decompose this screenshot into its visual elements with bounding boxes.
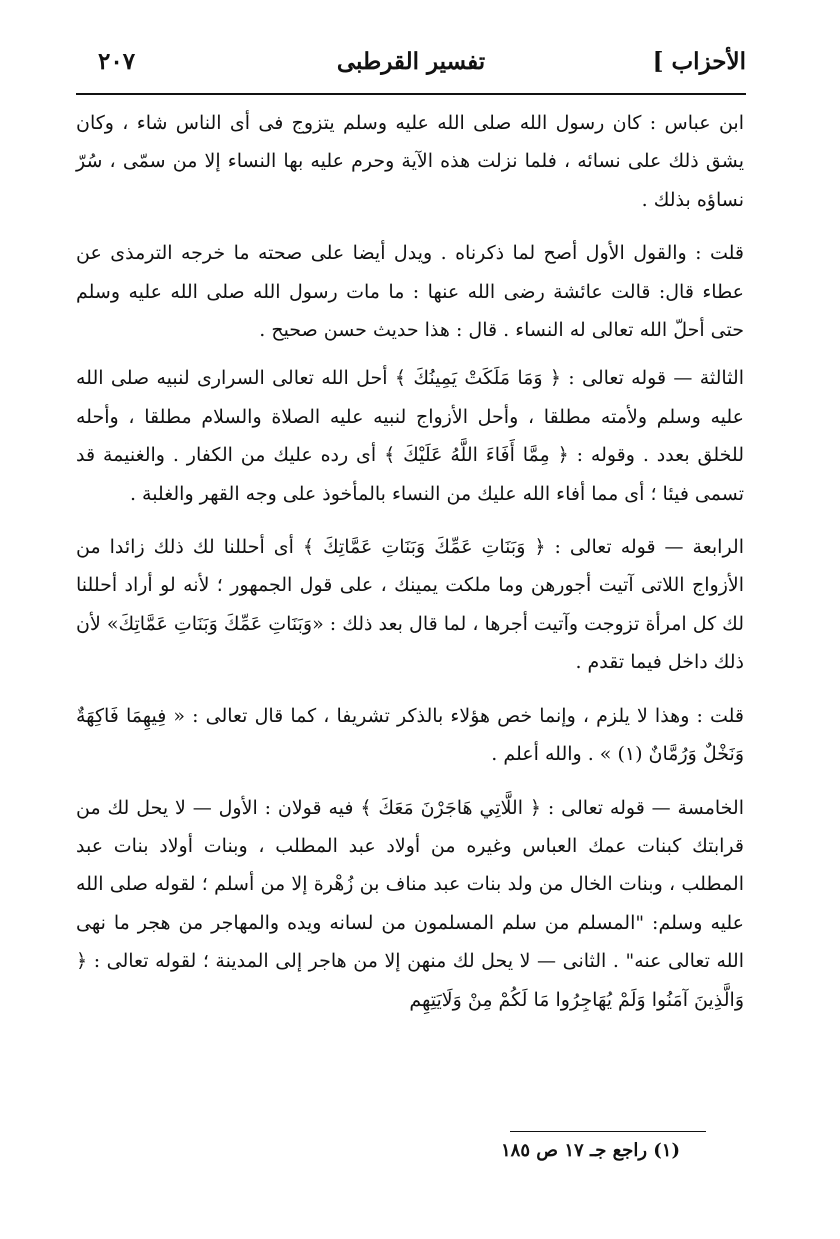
paragraph-fifth-issue: الخامسة — قوله تعالى : ﴿ اللَّاتِي هَاجَرْنَ مَعَكَ ﴾ فيه قولان : الأول — لا يحل لك من قرابتك كبنات عمك العباس وغيره من أولاد عبد المطلب ، وبنات أولاد بنات عبد المطلب ، وبنات الخال من ولد بنات عبد مناف بن زُهْرة إلا من أسلم ؛ لقوله صلى الله عليه وسلم: "المسلم من سلم المسلمون من لسانه ويده والمهاجر من هجر ما نهى الله تعالى عنه" . الثانى — لا يحل لك منهن إلا من هاجر إلى المدينة ؛ لقوله تعالى : ﴿ وَالَّذِينَ آمَنُوا وَلَمْ يُهَاجِرُوا مَا لَكُمْ مِنْ وَلَايَتِهِم: [76, 796, 744, 1011]
page-body: [76, 104, 744, 1019]
surah-name: الأحزاب ]: [652, 48, 746, 75]
header-rule: [76, 93, 746, 95]
paragraph-fourth-issue: الرابعة — قوله تعالى : ﴿ وَبَنَاتِ عَمِّكَ وَبَنَاتِ عَمَّاتِكَ ﴾ أى أحللنا لك ذلك زائدا من الأزواج اللاتى آتيت أجورهن وما ملكت يمينك ، على قول الجمهور ؛ لأنه لو أراد أحللنا لك كل امرأة تزوجت وآتيت أجرها ، لما قال بعد ذلك : «وَبَنَاتِ عَمِّكَ وَبَنَاتِ عَمَّاتِكَ» لأن ذلك داخل فيما تقدم .: [76, 536, 744, 674]
footnote-rule: [510, 1131, 706, 1132]
page-number: ٢٠٧: [98, 48, 136, 75]
paragraph-third-issue: الثالثة — قوله تعالى : ﴿ وَمَا مَلَكَتْ يَمِينُكَ ﴾ أحل الله تعالى السرارى لنبيه صلى الله عليه وسلم ولأمته مطلقا ، وأحل الأزواج لنبيه عليه الصلاة والسلام مطلقا ، وأحله للخلق بعدد . وقوله : ﴿ مِمَّا أَفَاءَ اللَّهُ عَلَيْكَ ﴾ أى رده عليك من الكفار . والغنيمة قد تسمى فيئا ؛ أى مما أفاء الله عليك من النساء بالمأخوذ على وجه القهر والغلبة .: [76, 367, 744, 505]
paragraph-ibn-abbas: ابن عباس : كان رسول الله صلى الله عليه وسلم يتزوج فى أى الناس شاء ، وكان يشق ذلك على نسائه ، فلما نزلت هذه الآية وحرم عليه بها النساء إلا من سمّى ، سُرّ نساؤه بذلك .: [76, 112, 744, 211]
paragraph-qultu-1: قلت : والقول الأول أصح لما ذكرناه . ويدل أيضا على صحته ما خرجه الترمذى عن عطاء قال: قالت عائشة رضى الله عنها : ما مات رسول الله صلى الله عليه وسلم حتى أحلّ الله تعالى له النساء . قال : هذا حديث حسن صحيح .: [76, 242, 744, 342]
book-title: تفسير القرطبى: [336, 48, 486, 75]
paragraph-qultu-2: قلت : وهذا لا يلزم ، وإنما خص هؤلاء بالذكر تشريفا ، كما قال تعالى : « فِيهِمَا فَاكِهَةٌ وَنَخْلٌ وَرُمَّانٌ (١) » . والله أعلم .: [76, 704, 744, 766]
footnote: (١) راجع جـ ١٧ ص ١٨٥: [501, 1140, 680, 1161]
running-header: [76, 44, 746, 92]
